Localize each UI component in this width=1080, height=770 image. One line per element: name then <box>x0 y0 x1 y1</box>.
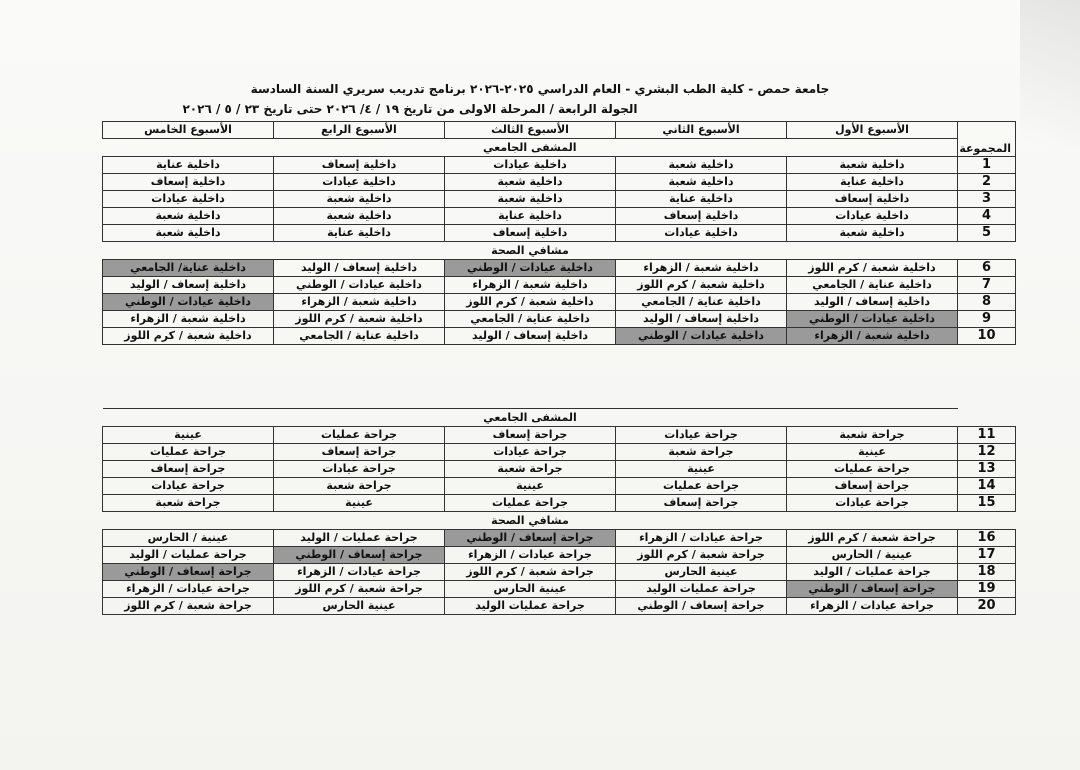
rotation-cell: جراحة إسعاف / الوطني <box>274 547 445 564</box>
rotation-cell: داخلية شعبة / الزهراء <box>445 277 616 294</box>
col-header-week5: الأسبوع الخامس <box>103 122 274 139</box>
table-row <box>103 530 1016 547</box>
table-row <box>103 444 1016 461</box>
group-number: 1 <box>958 157 1016 174</box>
rotation-cell: داخلية شعبة / كرم اللوز <box>103 328 274 345</box>
group-number: 4 <box>958 208 1016 225</box>
group-number: 20 <box>958 598 1016 615</box>
rotation-cell: داخلية عناية / الجامعي <box>274 328 445 345</box>
rotation-cell: داخلية شعبة <box>445 174 616 191</box>
rotation-cell: جراحة شعبة <box>274 478 445 495</box>
rotation-cell: عينية <box>787 444 958 461</box>
rotation-cell: جراحة شعبة / كرم اللوز <box>103 598 274 615</box>
rotation-cell: داخلية عيادات / الوطني <box>445 260 616 277</box>
table-row <box>103 478 1016 495</box>
rotation-cell: داخلية عيادات / الوطني <box>616 328 787 345</box>
rotation-cell: جراحة عمليات <box>274 427 445 444</box>
rotation-cell: داخلية عيادات / الوطني <box>274 277 445 294</box>
col-header-group: المجموعة <box>958 122 1016 157</box>
table-row <box>103 157 1016 174</box>
rotation-cell: داخلية عيادات <box>445 157 616 174</box>
rotation-cell: داخلية عناية <box>103 157 274 174</box>
rotation-cell: داخلية عيادات <box>616 225 787 242</box>
rotation-cell: داخلية شعبة <box>274 208 445 225</box>
group-number: 19 <box>958 581 1016 598</box>
table-row <box>103 598 1016 615</box>
rotation-cell: داخلية إسعاف / الوليد <box>103 277 274 294</box>
rotation-cell: جراحة شعبة / كرم اللوز <box>274 581 445 598</box>
schedule-table-2-wrapper <box>102 408 1016 615</box>
rotation-cell: جراحة عيادات <box>274 461 445 478</box>
rotation-cell: جراحة عيادات / الزهراء <box>103 581 274 598</box>
rotation-cell: عينية <box>445 478 616 495</box>
rotation-cell: عينية الحارس <box>445 581 616 598</box>
rotation-cell: جراحة عمليات <box>103 444 274 461</box>
rotation-cell: داخلية إسعاف <box>445 225 616 242</box>
rotation-cell: داخلية عناية / الجامعي <box>445 311 616 328</box>
rotation-cell: داخلية شعبة / الزهراء <box>103 311 274 328</box>
rotation-cell: جراحة عيادات <box>445 444 616 461</box>
rotation-cell: جراحة عمليات الوليد <box>445 598 616 615</box>
rotation-cell: داخلية شعبة / كرم اللوز <box>616 277 787 294</box>
rotation-cell: داخلية عيادات <box>274 174 445 191</box>
group-number: 14 <box>958 478 1016 495</box>
rotation-cell: داخلية إسعاف <box>274 157 445 174</box>
rotation-cell: داخلية شعبة / الزهراء <box>787 328 958 345</box>
rotation-cell: جراحة عمليات / الوليد <box>274 530 445 547</box>
rotation-cell: عينية / الحارس <box>103 530 274 547</box>
section-spacer <box>958 512 1016 530</box>
table-row <box>103 461 1016 478</box>
rotation-cell: جراحة شعبة / كرم اللوز <box>616 547 787 564</box>
col-header-week1: الأسبوع الأول <box>787 122 958 139</box>
table-row <box>103 328 1016 345</box>
group-number: 13 <box>958 461 1016 478</box>
rotation-cell: جراحة إسعاف <box>445 427 616 444</box>
group-number: 10 <box>958 328 1016 345</box>
rotation-cell: داخلية إسعاف <box>616 208 787 225</box>
rotation-cell: عينية <box>103 427 274 444</box>
rotation-cell: داخلية عناية / الجامعي <box>616 294 787 311</box>
group-number: 2 <box>958 174 1016 191</box>
rotation-cell: داخلية شعبة / كرم اللوز <box>274 311 445 328</box>
group-number: 6 <box>958 260 1016 277</box>
rotation-cell: عينية الحارس <box>616 564 787 581</box>
group-number: 15 <box>958 495 1016 512</box>
rotation-cell: داخلية عناية/ الجامعي <box>103 260 274 277</box>
rotation-cell: جراحة عمليات / الوليد <box>103 547 274 564</box>
section-spacer <box>958 242 1016 260</box>
rotation-cell: داخلية إسعاف <box>103 174 274 191</box>
group-number: 5 <box>958 225 1016 242</box>
rotation-cell: جراحة إسعاف <box>274 444 445 461</box>
rotation-cell: جراحة شعبة <box>787 427 958 444</box>
rotation-cell: جراحة إسعاف / الوطني <box>103 564 274 581</box>
col-header-week2: الأسبوع الثاني <box>616 122 787 139</box>
rotation-cell: جراحة شعبة / كرم اللوز <box>445 564 616 581</box>
section-spacer <box>958 409 1016 427</box>
col-header-week3: الأسبوع الثالث <box>445 122 616 139</box>
rotation-cell: عينية الحارس <box>274 598 445 615</box>
rotation-cell: داخلية شعبة <box>616 157 787 174</box>
rotation-cell: داخلية شعبة <box>616 174 787 191</box>
rotation-cell: داخلية إسعاف / الوليد <box>787 294 958 311</box>
rotation-cell: داخلية إسعاف / الوليد <box>616 311 787 328</box>
rotation-cell: جراحة عيادات <box>787 495 958 512</box>
rotation-cell: جراحة إسعاف <box>787 478 958 495</box>
rotation-cell: عينية <box>274 495 445 512</box>
rotation-cell: داخلية عيادات <box>103 191 274 208</box>
table-row <box>103 294 1016 311</box>
header-row <box>103 122 1016 139</box>
col-header-week4: الأسبوع الرابع <box>274 122 445 139</box>
rotation-cell: جراحة عيادات <box>103 478 274 495</box>
table-row <box>103 564 1016 581</box>
rotation-cell: داخلية عيادات / الوطني <box>787 311 958 328</box>
rotation-cell: جراحة شعبة <box>616 444 787 461</box>
table-row <box>103 495 1016 512</box>
rotation-cell: داخلية عناية <box>787 174 958 191</box>
table-row <box>103 191 1016 208</box>
section-row <box>103 409 1016 427</box>
rotation-cell: جراحة إسعاف / الوطني <box>787 581 958 598</box>
rotation-cell: عينية <box>616 461 787 478</box>
rotation-cell: داخلية شعبة <box>274 191 445 208</box>
rotation-cell: داخلية عناية <box>616 191 787 208</box>
rotation-cell: جراحة شعبة <box>103 495 274 512</box>
rotation-cell: جراحة عيادات / الزهراء <box>445 547 616 564</box>
table-body <box>103 157 1016 345</box>
group-number: 17 <box>958 547 1016 564</box>
rotation-cell: جراحة عمليات <box>616 478 787 495</box>
rotation-cell: داخلية إسعاف <box>787 191 958 208</box>
rotation-cell: داخلية شعبة / كرم اللوز <box>445 294 616 311</box>
group-number: 7 <box>958 277 1016 294</box>
rotation-cell: داخلية إسعاف / الوليد <box>274 260 445 277</box>
header-line-2: الجولة الرابعة / المرحلة الاولى من تاريخ ١٩ / ٤/ ٢٠٢٦ حتى تاريخ ٢٣ / ٥ / ٢٠٢٦ <box>182 102 638 116</box>
group-number: 9 <box>958 311 1016 328</box>
rotation-cell: داخلية شعبة / الزهراء <box>274 294 445 311</box>
group-number: 8 <box>958 294 1016 311</box>
header-line-1: جامعة حمص - كلية الطب البشري - العام الدراسي ٢٠٢٥-٢٠٢٦ برنامج تدريب سريري السنة السادسة <box>250 82 830 96</box>
table-row <box>103 260 1016 277</box>
rotation-cell: جراحة عمليات <box>445 495 616 512</box>
group-number: 18 <box>958 564 1016 581</box>
table-row <box>103 208 1016 225</box>
section-label: المشفى الجامعي <box>103 409 958 427</box>
section-row <box>103 242 1016 260</box>
rotation-cell: جراحة عمليات <box>787 461 958 478</box>
section-label: مشافي الصحة <box>103 512 958 530</box>
table-row <box>103 277 1016 294</box>
table-row <box>103 174 1016 191</box>
document-header <box>0 82 1080 116</box>
table-row <box>103 225 1016 242</box>
table-row <box>103 581 1016 598</box>
rotation-cell: داخلية شعبة <box>787 225 958 242</box>
section-label-university-hospital: المشفى الجامعي <box>103 139 958 157</box>
rotation-cell: داخلية عناية <box>274 225 445 242</box>
rotation-cell: جراحة إسعاف / الوطني <box>616 598 787 615</box>
rotation-cell: داخلية شعبة <box>787 157 958 174</box>
rotation-cell: داخلية شعبة / الزهراء <box>616 260 787 277</box>
rotation-cell: داخلية عناية / الجامعي <box>787 277 958 294</box>
group-number: 12 <box>958 444 1016 461</box>
group-number: 3 <box>958 191 1016 208</box>
rotation-cell: جراحة عيادات / الزهراء <box>274 564 445 581</box>
rotation-cell: عينية / الحارس <box>787 547 958 564</box>
rotation-cell: داخلية عيادات / الوطني <box>103 294 274 311</box>
rotation-cell: جراحة شعبة <box>445 461 616 478</box>
schedule-table <box>102 121 1016 345</box>
rotation-cell: جراحة عيادات / الزهراء <box>787 598 958 615</box>
section-row <box>103 512 1016 530</box>
rotation-cell: داخلية إسعاف / الوليد <box>445 328 616 345</box>
rotation-cell: جراحة عمليات / الوليد <box>787 564 958 581</box>
rotation-cell: داخلية شعبة <box>103 208 274 225</box>
rotation-cell: داخلية عيادات <box>787 208 958 225</box>
rotation-cell: جراحة عيادات <box>616 427 787 444</box>
rotation-cell: داخلية شعبة <box>103 225 274 242</box>
rotation-cell: جراحة عيادات / الزهراء <box>616 530 787 547</box>
table-row <box>103 427 1016 444</box>
rotation-cell: جراحة إسعاف / الوطني <box>445 530 616 547</box>
section-label: مشافي الصحة <box>103 242 958 260</box>
rotation-cell: جراحة إسعاف <box>616 495 787 512</box>
rotation-cell: جراحة إسعاف <box>103 461 274 478</box>
rotation-cell: داخلية شعبة / كرم اللوز <box>787 260 958 277</box>
schedule-table-wrapper <box>102 121 1016 345</box>
schedule-table-2 <box>102 408 1016 615</box>
rotation-cell: داخلية عناية <box>445 208 616 225</box>
rotation-cell: جراحة شعبة / كرم اللوز <box>787 530 958 547</box>
group-number: 11 <box>958 427 1016 444</box>
table-body-2 <box>103 409 1016 615</box>
rotation-cell: داخلية شعبة <box>445 191 616 208</box>
table-row <box>103 547 1016 564</box>
table-row <box>103 311 1016 328</box>
rotation-cell: جراحة عمليات الوليد <box>616 581 787 598</box>
group-number: 16 <box>958 530 1016 547</box>
